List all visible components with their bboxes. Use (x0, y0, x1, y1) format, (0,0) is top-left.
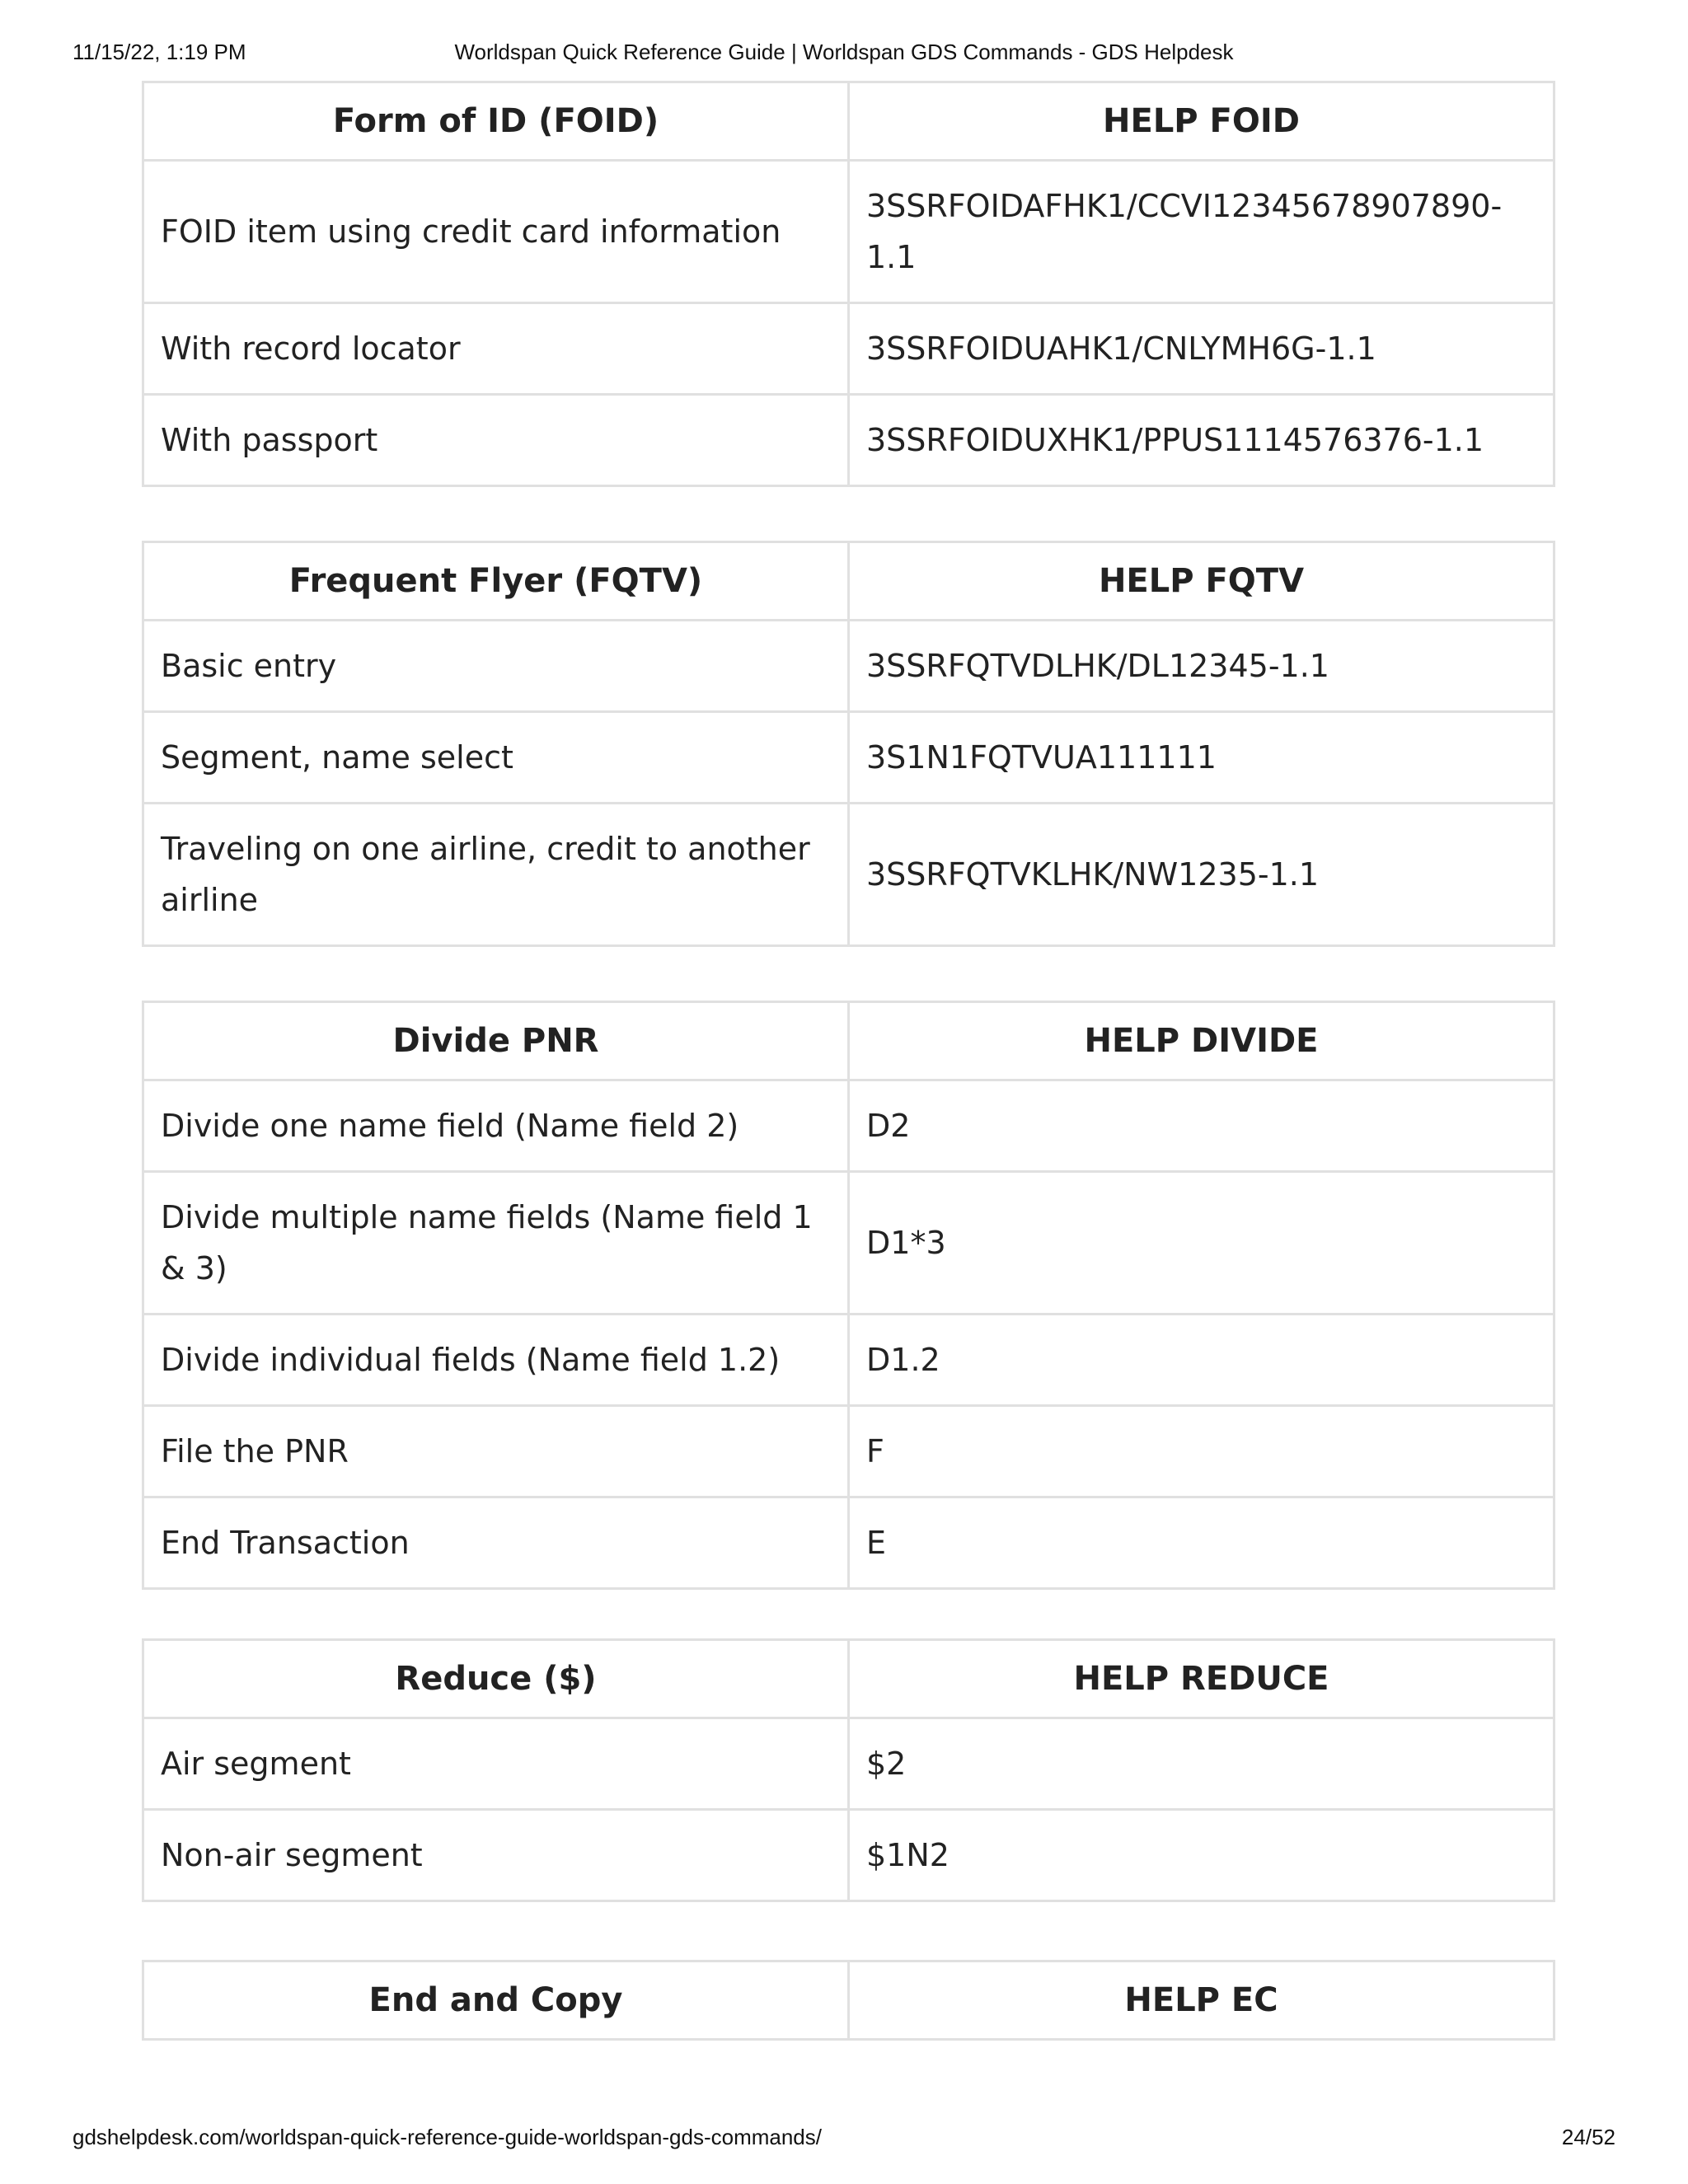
document-title: Worldspan Quick Reference Guide | Worldspan GDS Commands - GDS Helpdesk (454, 40, 1234, 64)
table-cell-description: Segment, name select (143, 712, 849, 804)
table-heading: Form of ID (FOID) (143, 82, 849, 161)
table-header-row (143, 82, 1554, 161)
table-cell-command: $1N2 (849, 1810, 1554, 1901)
table-row (143, 303, 1554, 395)
table-row (143, 1080, 1554, 1172)
table-cell-command: F (849, 1406, 1554, 1497)
table-row (143, 395, 1554, 486)
table-header-row (143, 1002, 1554, 1080)
table-row (143, 1172, 1554, 1315)
table-header-row (143, 1640, 1554, 1718)
divide-pnr-table (142, 1001, 1555, 1590)
table-heading: Divide PNR (143, 1002, 849, 1080)
print-date: 11/15/22, 1:19 PM (73, 40, 246, 64)
table-heading: HELP REDUCE (849, 1640, 1554, 1718)
table-cell-description: Traveling on one airline, credit to another airline (143, 804, 849, 946)
end-and-copy-table (142, 1960, 1555, 2041)
table-row (143, 1718, 1554, 1810)
table-cell-description: With record locator (143, 303, 849, 395)
table-row (143, 1497, 1554, 1589)
table-cell-description: Divide one name field (Name field 2) (143, 1080, 849, 1172)
table-cell-description: Divide multiple name fields (Name field 1 & 3) (143, 1172, 849, 1315)
table-row (143, 161, 1554, 303)
table-cell-description: FOID item using credit card information (143, 161, 849, 303)
foid-table (142, 81, 1555, 487)
table-cell-command: 3SSRFQTVKLHK/NW1235-1.1 (849, 804, 1554, 946)
table-heading: HELP FOID (849, 82, 1554, 161)
table-cell-command: 3SSRFOIDAFHK1/CCVI12345678907890-1.1 (849, 161, 1554, 303)
reduce-table (142, 1638, 1555, 1902)
table-cell-command: D1*3 (849, 1172, 1554, 1315)
table-cell-description: Divide individual fields (Name field 1.2) (143, 1315, 849, 1406)
page-number: 24/52 (1561, 2125, 1615, 2149)
table-row (143, 804, 1554, 946)
table-cell-command: 3SSRFOIDUXHK1/PPUS1114576376-1.1 (849, 395, 1554, 486)
table-heading: End and Copy (143, 1961, 849, 2040)
table-cell-command: E (849, 1497, 1554, 1589)
table-cell-command: D1.2 (849, 1315, 1554, 1406)
table-heading: HELP EC (849, 1961, 1554, 2040)
fqtv-table (142, 541, 1555, 947)
table-cell-description: With passport (143, 395, 849, 486)
table-cell-description: Non-air segment (143, 1810, 849, 1901)
table-cell-command: 3SSRFQTVDLHK/DL12345-1.1 (849, 621, 1554, 712)
table-row (143, 1406, 1554, 1497)
table-row (143, 1315, 1554, 1406)
page-url: gdshelpdesk.com/worldspan-quick-reference-guide-worldspan-gds-commands/ (73, 2125, 822, 2149)
table-row (143, 621, 1554, 712)
table-cell-command: 3SSRFOIDUAHK1/CNLYMH6G-1.1 (849, 303, 1554, 395)
table-cell-description: Air segment (143, 1718, 849, 1810)
print-footer (73, 2125, 1615, 2154)
table-header-row (143, 1961, 1554, 2040)
print-header (73, 40, 1615, 69)
table-row (143, 1810, 1554, 1901)
table-cell-description: End Transaction (143, 1497, 849, 1589)
table-cell-command: 3S1N1FQTVUA111111 (849, 712, 1554, 804)
table-heading: HELP FQTV (849, 542, 1554, 621)
table-heading: Reduce ($) (143, 1640, 849, 1718)
table-cell-command: D2 (849, 1080, 1554, 1172)
table-header-row (143, 542, 1554, 621)
table-cell-description: Basic entry (143, 621, 849, 712)
table-heading: Frequent Flyer (FQTV) (143, 542, 849, 621)
table-cell-command: $2 (849, 1718, 1554, 1810)
table-heading: HELP DIVIDE (849, 1002, 1554, 1080)
table-row (143, 712, 1554, 804)
table-cell-description: File the PNR (143, 1406, 849, 1497)
